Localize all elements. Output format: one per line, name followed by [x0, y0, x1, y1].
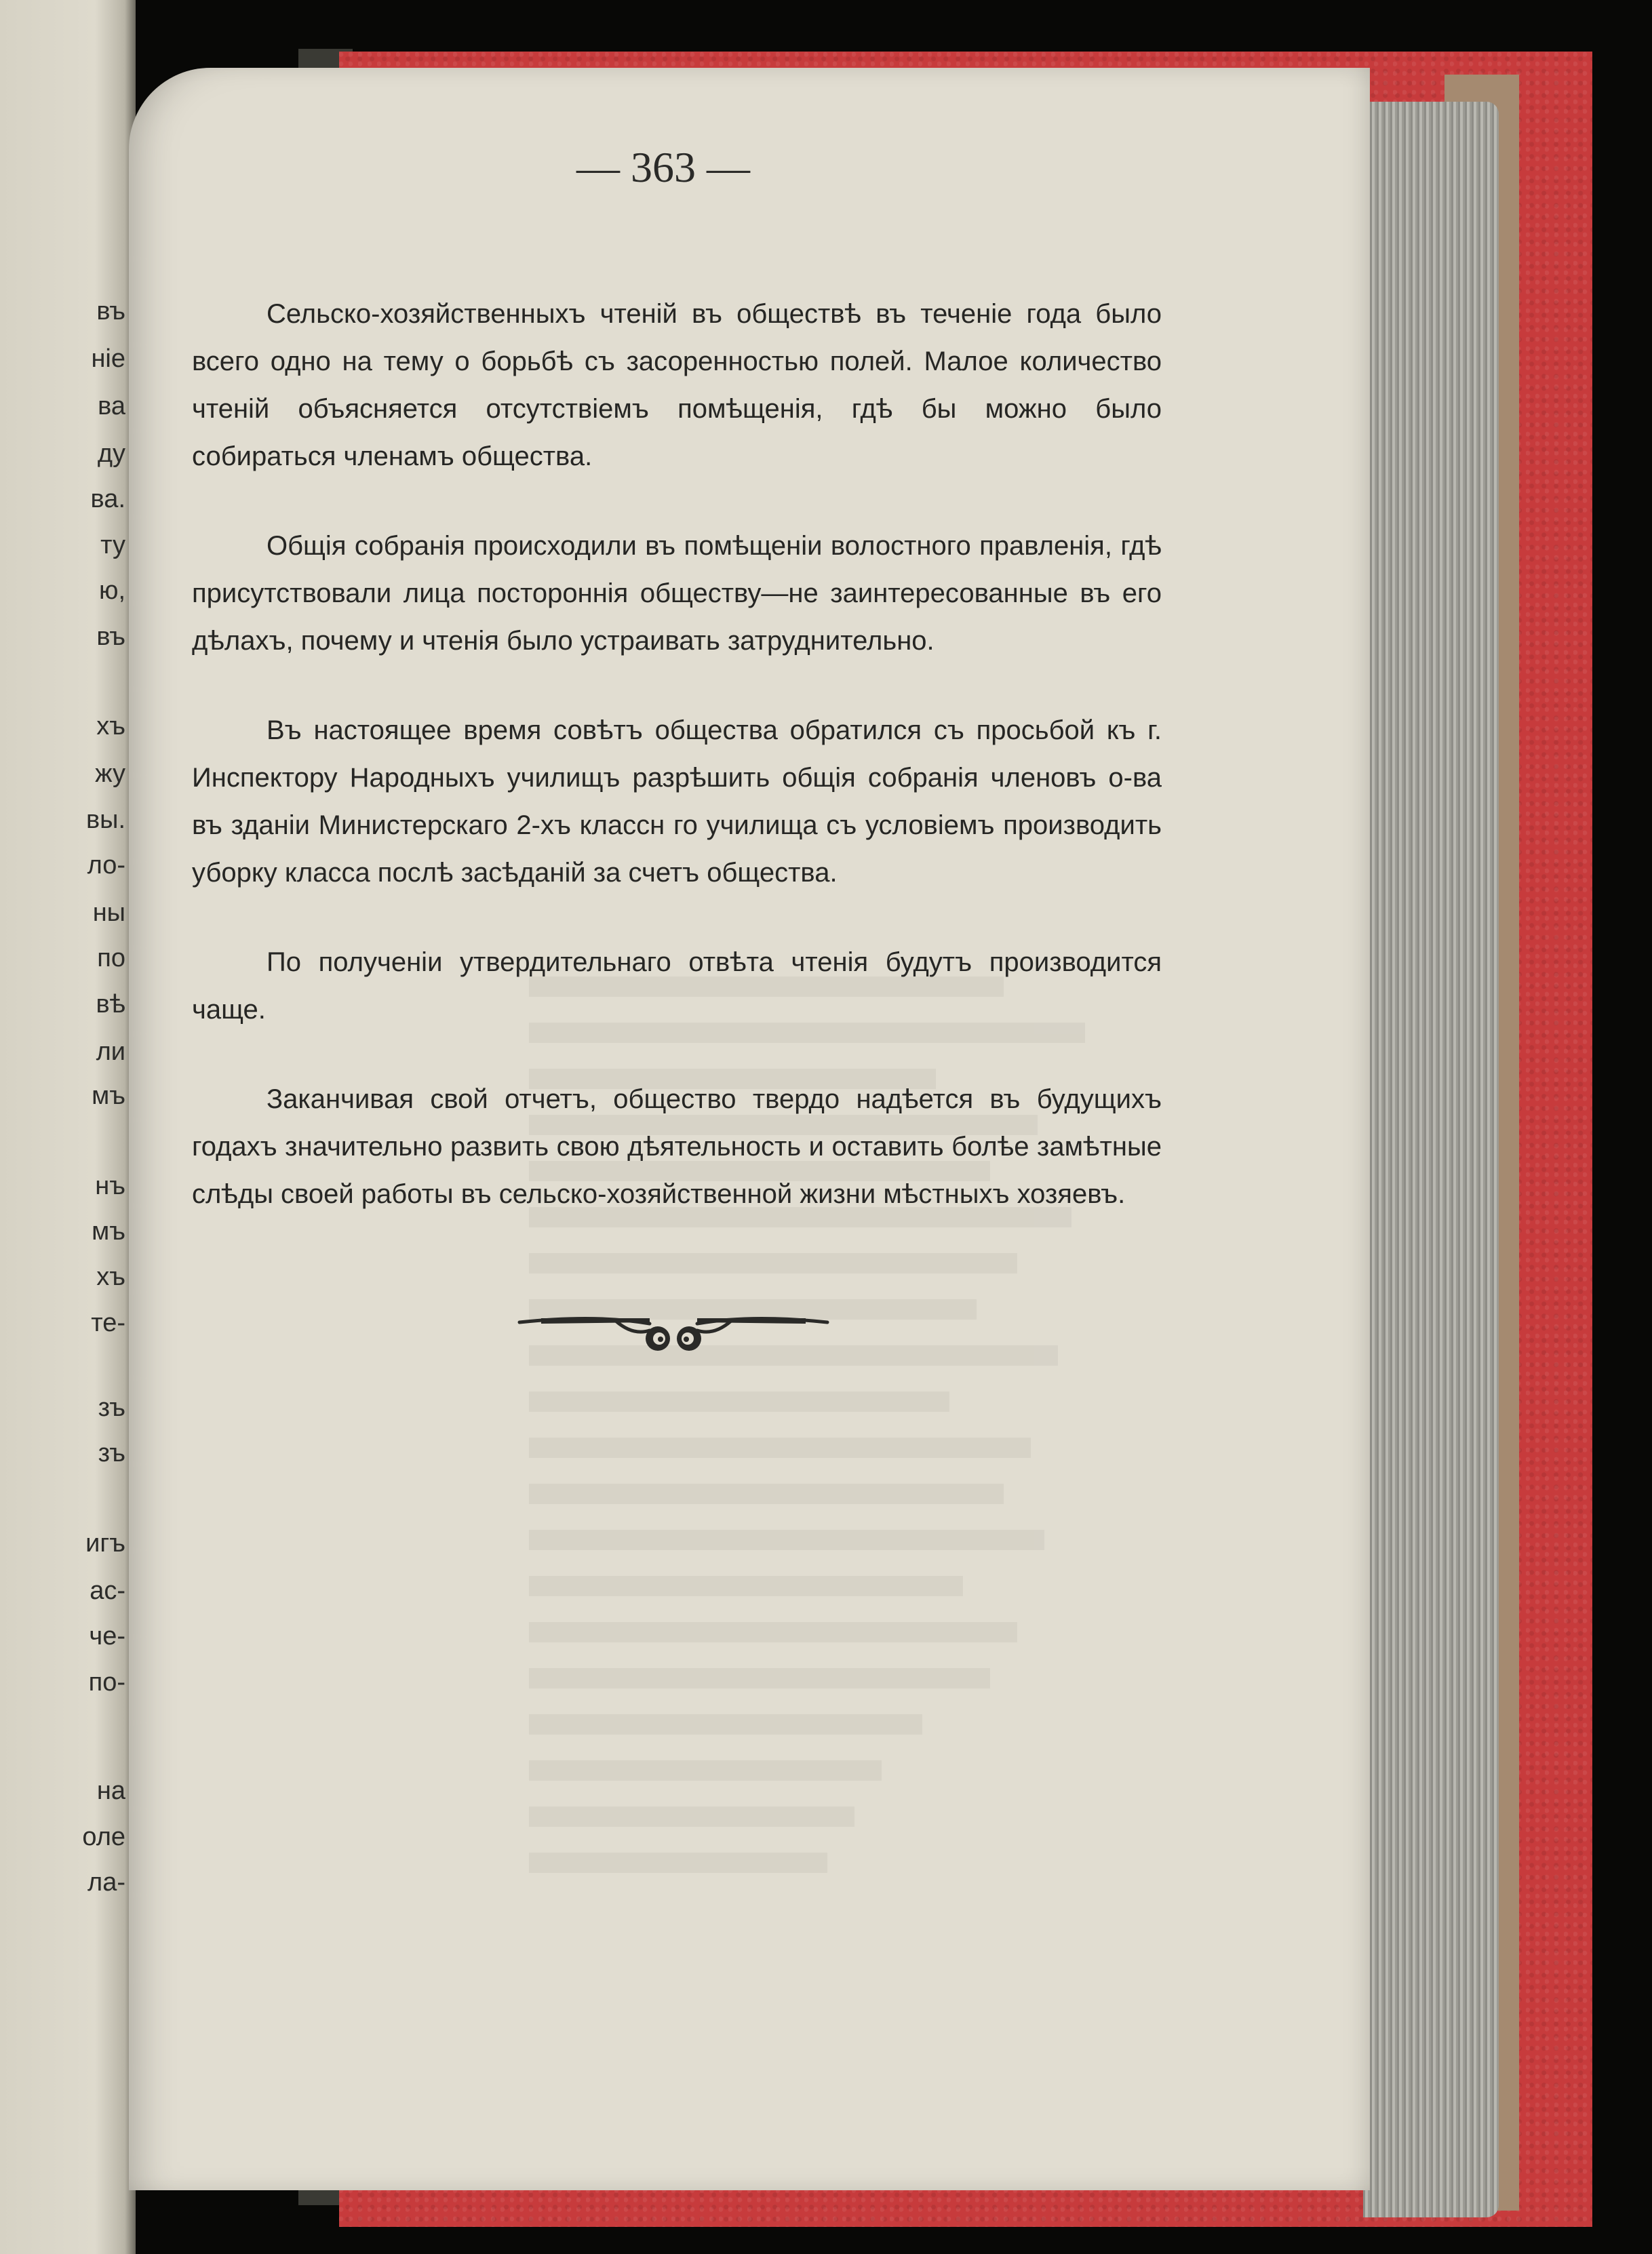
- left-page-fragment: мъ: [92, 1082, 125, 1110]
- paragraph: Заканчивая свой отчетъ, общество твердо надѣется въ будущихъ годахъ значительно развить свою дѣятельность и оставить болѣе замѣтные слѣды своей работы въ сельско-хозяйственной жизни мѣстныхъ хозяевъ.: [192, 1084, 1162, 1209]
- decorative-ornament-icon: [514, 1309, 833, 1363]
- paragraph: Общiя собранiя происходили въ помѣщенiи волостного правленiя, гдѣ присутствовали лица постороннiя обществу—не заинтересованные въ его дѣлахъ, почему и чтенiя было устраивать затруднительно.: [192, 531, 1162, 656]
- left-page-fragment: хъ: [96, 712, 125, 740]
- left-page-fragment: ва: [98, 392, 125, 420]
- left-page-fragment: хъ: [96, 1263, 125, 1291]
- left-page-fragment: нъ: [95, 1172, 125, 1200]
- left-page-fragment: въ: [96, 297, 125, 325]
- page-fore-edge: [1363, 102, 1499, 2217]
- left-page-fragment: на: [96, 1777, 125, 1805]
- left-page-fragment: вѣ: [96, 990, 125, 1019]
- left-page-fragment: те-: [91, 1309, 125, 1337]
- left-page-fragment: мъ: [92, 1217, 125, 1246]
- left-page-fragment: ду: [97, 439, 125, 468]
- left-facing-page: [0, 0, 136, 2254]
- left-page-fragment: ва.: [90, 485, 125, 513]
- left-page-fragment: ла-: [87, 1868, 125, 1897]
- page-body-text: [192, 290, 1162, 1260]
- left-page-fragment: ту: [100, 531, 125, 559]
- left-page-fragment: зъ: [98, 1393, 125, 1422]
- left-page-fragment: ло-: [87, 851, 125, 879]
- left-page-fragment: ю,: [98, 576, 125, 605]
- left-page-fragment: по: [97, 944, 125, 972]
- paragraph: По полученiи утвердительнаго отвѣта чтенiя будутъ производится чаще.: [192, 947, 1162, 1025]
- page-number: [0, 142, 1652, 193]
- left-page-fragment: зъ: [98, 1439, 125, 1467]
- left-page-fragment: че-: [89, 1622, 125, 1650]
- left-page-fragment: игъ: [85, 1529, 125, 1558]
- left-page-fragment: оле: [82, 1823, 125, 1851]
- left-page-fragment: по-: [88, 1668, 125, 1697]
- left-page-fragment: нiе: [91, 344, 125, 373]
- left-page-fragment: въ: [96, 622, 125, 651]
- left-page-fragment: ны: [92, 898, 125, 927]
- paragraph: Въ настоящее время совѣтъ общества обратился съ просьбой къ г. Инспектору Народныхъ училищъ разрѣшить общiя собранiя членовъ о-ва въ зданiи Министерскаго 2-хъ классн го училища съ условiемъ производить уборку класса послѣ засѣданiй за счетъ общества.: [192, 715, 1162, 888]
- left-page-fragment: ли: [96, 1037, 125, 1066]
- left-page-fragment: вы.: [85, 806, 125, 834]
- left-page-fragment: ас-: [90, 1577, 125, 1605]
- page-number-text: — 363 —: [576, 143, 750, 191]
- paragraph: Сельско-хозяйственныхъ чтенiй въ обществѣ въ теченiе года было всего одно на тему о борьбѣ съ засоренностью полей. Малое количество чтенiй объясняется отсутствiемъ помѣщенiя, гдѣ бы можно было собираться членамъ общества.: [192, 299, 1162, 471]
- left-page-fragment: жу: [95, 759, 125, 788]
